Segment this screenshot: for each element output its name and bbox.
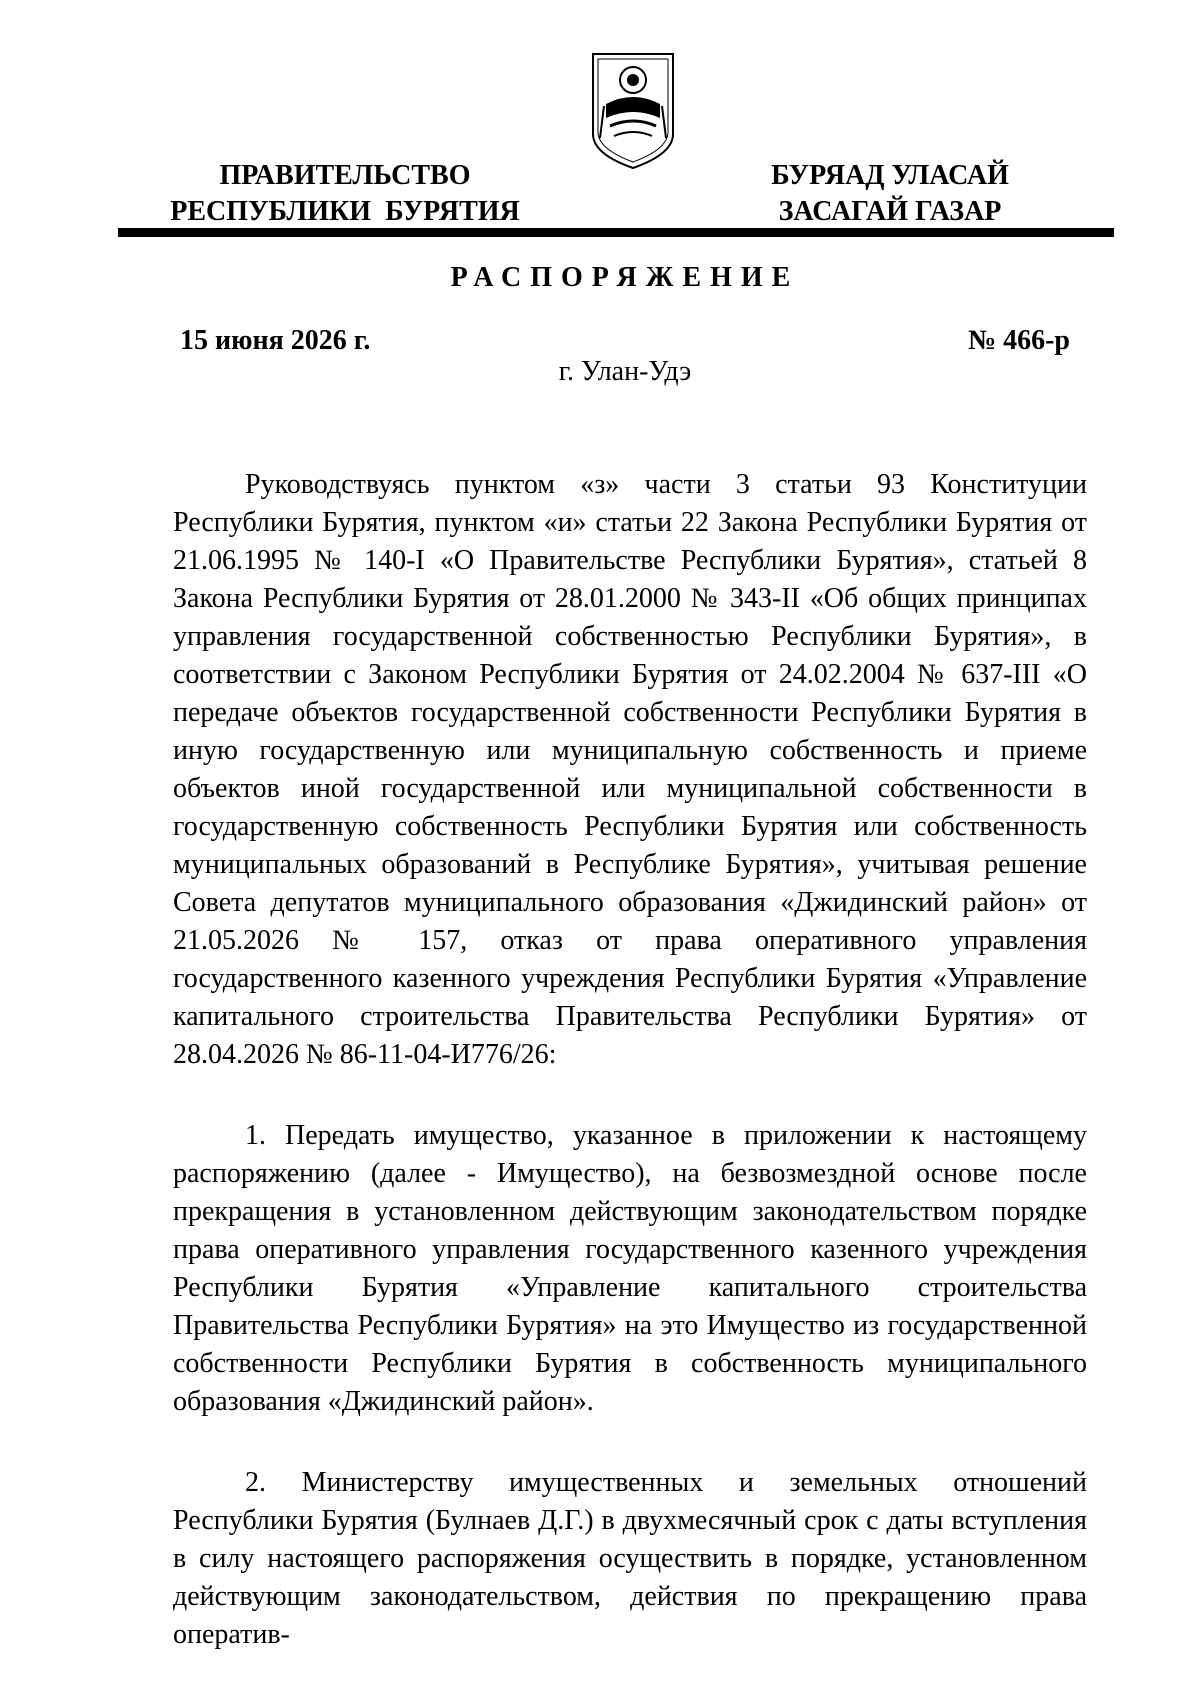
- issuer-name-buryat-line: ЗАСАГАЙ ГАЗАР: [778, 196, 1002, 227]
- clause-2-paragraph: 2. Министерству имущественных и земельных отношений Республики Бурятия (Булнаев Д.Г.) в двухмесячный срок с даты вступления в силу настоящего распоряжения осуществить в порядке, установленном действующим законодательством, действия по прекращению права оператив-: [173, 1467, 1087, 1650]
- preamble-paragraph: Руководствуясь пунктом «з» части 3 статьи 93 Конституции Республики Бурятия, пунктом «и» статьи 22 Закона Республики Бурятия от 21.06.1995 № 140-I «О Правительстве Республики Бурятия», статьей 8 Закона Республики Бурятия от 28.01.2000 № 343-II «Об общих принципах управления государственной собственностью Республики Бурятия», в соответствии с Законом Республики Бурятия от 24.02.2004 № 637-III «О передаче объектов государственной собственности Республики Бурятия в иную государственную или муниципальную собственность и приеме объектов иной государственной или муниципальной собственности в государственную собственность Республики Бурятия или собственность муниципальных образований в Республике Бурятия», учитывая решение Совета депутатов муниципального образования «Джидинский район» от 21.05.2026 № 157, отказ от права оперативного управления государственного казенного учреждения Республики Бурятия «Управление капитального строительства Правительства Республики Бурятия» от 28.04.2026 № 86-11-04-И776/26:: [173, 469, 1087, 1070]
- issuer-name-russian: [160, 158, 530, 230]
- document-number: № 466-р: [967, 325, 1070, 356]
- issuer-name-buryat-line: БУРЯАД УЛАСАЙ: [771, 160, 1009, 191]
- issuer-name-buryat: [745, 158, 1035, 230]
- clause-1-paragraph: 1. Передать имущество, указанное в приложении к настоящему распоряжению (далее - Имущество), на безвозмездной основе после прекращения в установленном действующим законодательством порядке права оперативного управления государственного казенного учреждения Республики Бурятия «Управление капитального строительства Правительства Республики Бурятия» на это Имущество из государственной собственности Республики Бурятия в собственность муниципального образования «Джидинский район».: [173, 1120, 1087, 1417]
- issuer-name-russian-line: РЕСПУБЛИКИ БУРЯТИЯ: [170, 196, 520, 227]
- coat-of-arms-icon: [590, 46, 676, 172]
- header-rule: [118, 228, 1114, 237]
- document-title: РАСПОРЯЖЕНИЕ: [450, 262, 800, 293]
- document-city: г. Улан-Удэ: [558, 356, 692, 387]
- document-body: [173, 466, 1087, 1697]
- document-date: 15 июня 2026 г.: [180, 325, 371, 356]
- issuer-name-russian-line: ПРАВИТЕЛЬСТВО: [219, 160, 471, 191]
